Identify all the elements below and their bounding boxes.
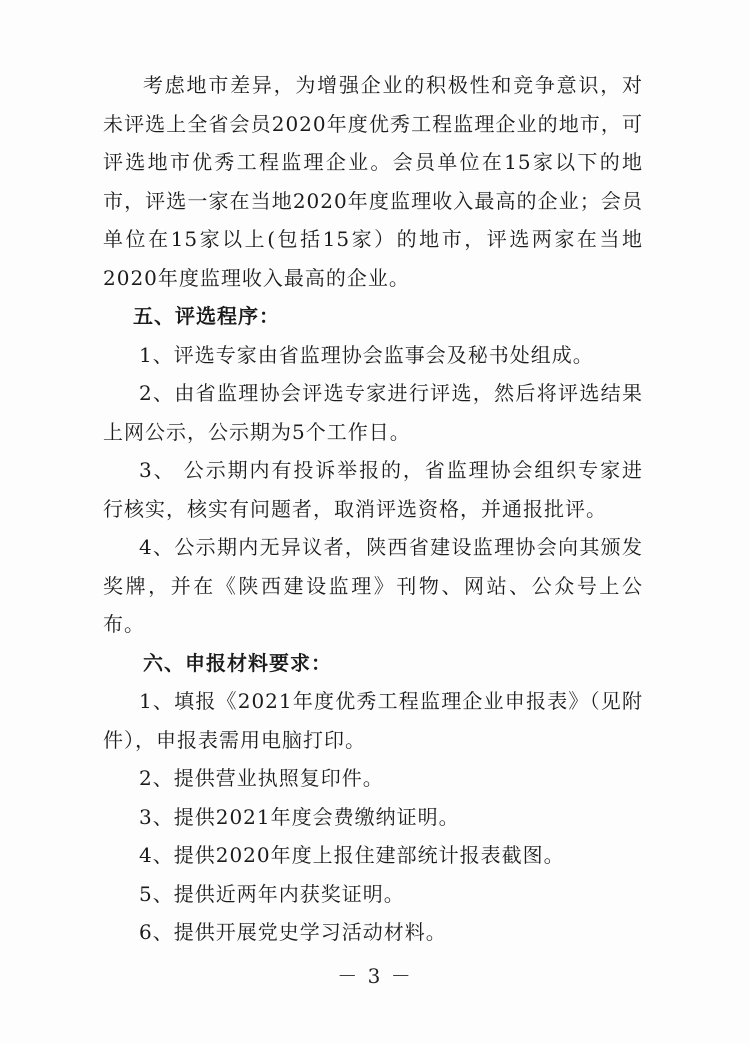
section-6-item-3: 3、提供2021年度会费缴纳证明。 xyxy=(139,804,460,829)
section-5-heading: 五、评选程序： xyxy=(133,304,280,328)
section-5-item-3: 3、 公示期内有投诉举报的，省监理协会组织专家进行核实，核实有问题者，取消评选资格，并通报批评。 xyxy=(103,458,643,521)
intro-paragraph: 考虑地市差异，为增强企业的积极性和竞争意识，对未评选上全省会员2020年度优秀工程监理企业的地市，可评选地市优秀工程监理企业。会员单位在15家以下的地市，评选一家在当地2020年度监理收入最高的企业；会员单位在15家以上(包括15家）的地市，评选两家在当地2020年度监理收入最高的企业。 xyxy=(103,73,643,290)
section-6-item-2: 2、提供营业执照复印件。 xyxy=(139,766,384,790)
section-5-item-2: 2、由省监理协会评选专家进行评选，然后将评选结果上网公示，公示期为5个工作日。 xyxy=(103,381,643,444)
section-6-item-6: 6、提供开展党史学习活动材料。 xyxy=(139,920,447,944)
page-number: － 3 － xyxy=(337,964,413,988)
section-6-heading: 六、申报材料要求： xyxy=(143,650,332,675)
section-5-item-4: 4、公示期内无异议者，陕西省建设监理协会向其颁发奖牌，并在《陕西建设监理》刊物、网站、公众号上公布。 xyxy=(103,535,643,636)
section-6-item-5: 5、提供近两年内获奖证明。 xyxy=(139,881,405,906)
section-6-item-4: 4、提供2020年度上报住建部统计报表截图。 xyxy=(139,843,565,867)
section-6-item-1: 1、填报《2021年度优秀工程监理企业申报表》（见附件），申报表需用电脑打印。 xyxy=(103,689,643,752)
document-body xyxy=(103,66,643,952)
section-5-item-1: 1、评选专家由省监理协会监事会及秘书处组成。 xyxy=(139,342,594,367)
